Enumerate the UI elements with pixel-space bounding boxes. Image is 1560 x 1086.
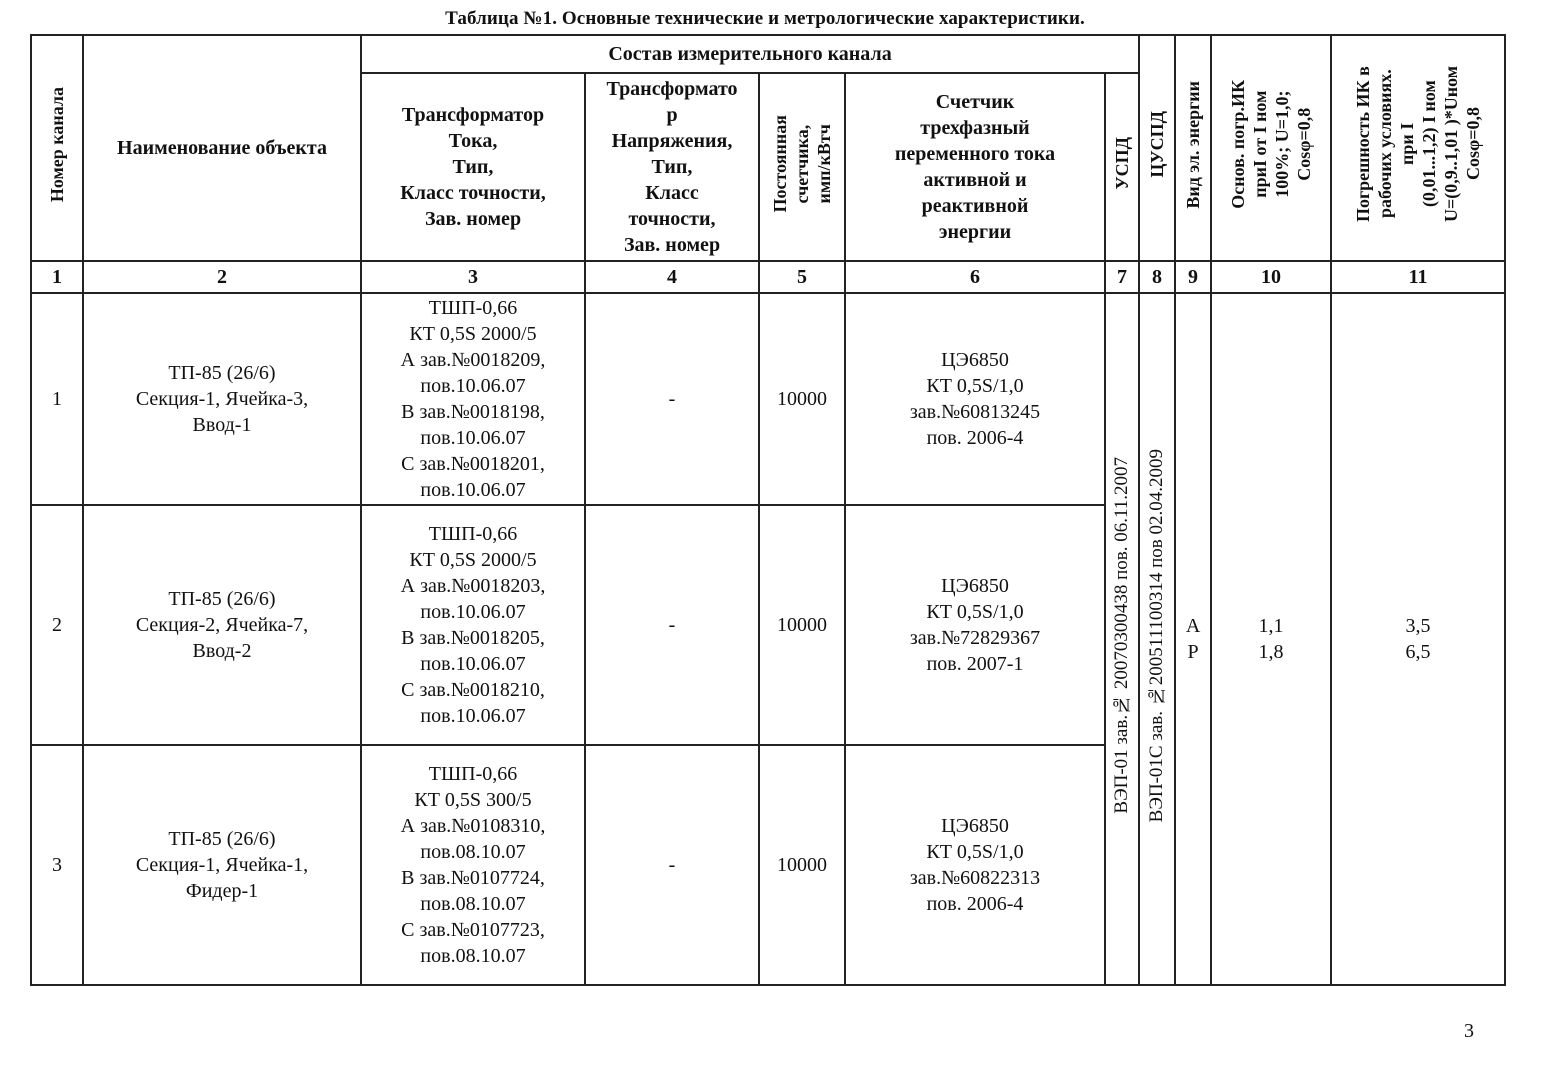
table-row bbox=[31, 293, 1505, 505]
header-channel-number: Номер канала bbox=[31, 35, 83, 261]
column-number: 3 bbox=[361, 261, 585, 293]
header-current-transformer: Трансформатор Тока, Тип, Класс точности, Зав. номер bbox=[361, 73, 585, 261]
object-name: ТП-85 (26/6) Секция-1, Ячейка-3, Ввод-1 bbox=[83, 293, 361, 505]
header-energy-type: Вид эл. энергии bbox=[1175, 35, 1211, 261]
object-name: ТП-85 (26/6) Секция-1, Ячейка-1, Фидер-1 bbox=[83, 745, 361, 985]
column-number: 7 bbox=[1105, 261, 1139, 293]
voltage-transformer: - bbox=[585, 505, 759, 745]
column-number: 10 bbox=[1211, 261, 1331, 293]
working-error-cell: 3,5 6,5 bbox=[1331, 293, 1505, 985]
uspd-cell: ВЭП-01 зав.№ 20070300438 пов. 06.11.2007 bbox=[1105, 293, 1139, 985]
meter-info: ЦЭ6850 КТ 0,5S/1,0 зав.№60813245 пов. 2006-4 bbox=[845, 293, 1105, 505]
channel-number: 3 bbox=[31, 745, 83, 985]
channel-number: 1 bbox=[31, 293, 83, 505]
tsuspd-cell: ВЭП-01С зав. №200511100314 пов 02.04.2009 bbox=[1139, 293, 1175, 985]
header-meter: Счетчик трехфазный переменного тока активной и реактивной энергии bbox=[845, 73, 1105, 261]
column-number: 8 bbox=[1139, 261, 1175, 293]
meter-constant: 10000 bbox=[759, 505, 845, 745]
header-basic-error: Основ. погр.ИК приI от I ном 100%; U=1,0; Cosφ=0,8 bbox=[1211, 35, 1331, 261]
voltage-transformer: - bbox=[585, 745, 759, 985]
header-tsuspd: ЦУСПД bbox=[1139, 35, 1175, 261]
column-number: 5 bbox=[759, 261, 845, 293]
column-number: 11 bbox=[1331, 261, 1505, 293]
column-number: 6 bbox=[845, 261, 1105, 293]
page-number: 3 bbox=[1464, 1020, 1474, 1042]
column-number: 9 bbox=[1175, 261, 1211, 293]
channel-number: 2 bbox=[31, 505, 83, 745]
column-number: 4 bbox=[585, 261, 759, 293]
basic-error-cell: 1,1 1,8 bbox=[1211, 293, 1331, 985]
meter-constant: 10000 bbox=[759, 745, 845, 985]
header-meter-constant: Постоянная счетчика, имп/кВтч bbox=[759, 73, 845, 261]
header-uspd: УСПД bbox=[1105, 73, 1139, 261]
object-name: ТП-85 (26/6) Секция-2, Ячейка-7, Ввод-2 bbox=[83, 505, 361, 745]
current-transformer: ТШП-0,66 КТ 0,5S 2000/5 А зав.№0018203, пов.10.06.07 В зав.№0018205, пов.10.06.07 С зав.№0018210, пов.10.06.07 bbox=[361, 505, 585, 745]
current-transformer: ТШП-0,66 КТ 0,5S 300/5 А зав.№0108310, пов.08.10.07 В зав.№0107724, пов.08.10.07 С зав.№0107723, пов.08.10.07 bbox=[361, 745, 585, 985]
column-number: 2 bbox=[83, 261, 361, 293]
meter-info: ЦЭ6850 КТ 0,5S/1,0 зав.№72829367 пов. 2007-1 bbox=[845, 505, 1105, 745]
table-title: Таблица №1. Основные технические и метрологические характеристики. bbox=[445, 8, 1085, 29]
column-number: 1 bbox=[31, 261, 83, 293]
energy-type-cell: А Р bbox=[1175, 293, 1211, 985]
header-object-name: Наименование объекта bbox=[83, 35, 361, 261]
current-transformer: ТШП-0,66 КТ 0,5S 2000/5 А зав.№0018209, пов.10.06.07 В зав.№0018198, пов.10.06.07 С зав.№0018201, пов.10.06.07 bbox=[361, 293, 585, 505]
header-channel-composition: Состав измерительного канала bbox=[361, 35, 1139, 73]
header-voltage-transformer: Трансформато р Напряжения, Тип, Класс точности, Зав. номер bbox=[585, 73, 759, 261]
meter-info: ЦЭ6850 КТ 0,5S/1,0 зав.№60822313 пов. 2006-4 bbox=[845, 745, 1105, 985]
characteristics-table bbox=[30, 34, 1506, 986]
voltage-transformer: - bbox=[585, 293, 759, 505]
header-working-error: Погрешность ИК в рабочих условиях. при I (0,01...1,2) I ном U=(0,9..1,01 )*Uном Cosφ=0,8 bbox=[1331, 35, 1505, 261]
meter-constant: 10000 bbox=[759, 293, 845, 505]
